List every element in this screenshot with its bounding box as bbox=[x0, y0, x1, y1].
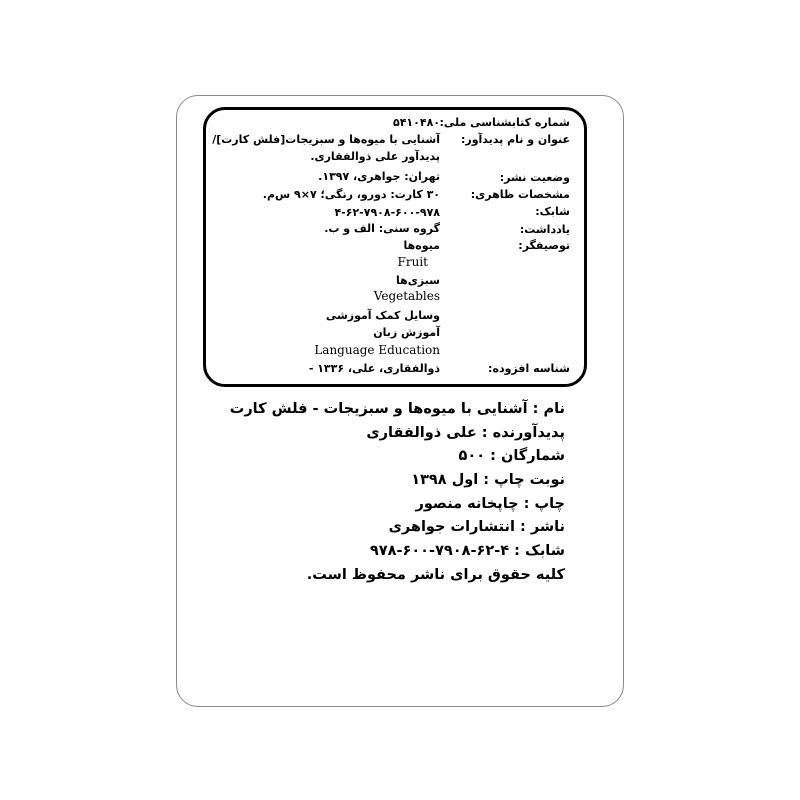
subject-item: سبزی‌ها bbox=[396, 274, 440, 287]
value-physical-desc: ۳۰ کارت: دورو، رنگی؛ ۷×۹ س‌م. bbox=[262, 188, 440, 201]
subject-item: Vegetables bbox=[373, 289, 440, 303]
value-isbn: ۴-۶۲-۷۹۰۸-۶۰۰-۹۷۸ bbox=[334, 206, 440, 219]
colophon-creator: پدیدآورنده : علی ذوالفقاری bbox=[366, 425, 565, 441]
subject-item: Language Education bbox=[314, 343, 440, 357]
subject-item: میوه‌ها bbox=[403, 239, 440, 252]
subject-item: Fruit bbox=[397, 255, 428, 269]
label-publication: وضعیت نشر: bbox=[499, 171, 570, 184]
colophon-edition: نوبت چاپ : اول ۱۳۹۸ bbox=[411, 472, 565, 488]
label-national-bibliography-no: شماره کتابشناسی ملی: bbox=[439, 116, 570, 129]
colophon-publisher: ناشر : انتشارات جواهری bbox=[388, 519, 565, 535]
colophon-rights: کلیه حقوق برای ناشر محفوظ است. bbox=[306, 567, 565, 583]
colophon-printer: چاپ : چاپخانه منصور bbox=[415, 496, 565, 512]
subject-item: وسایل کمک آموزشی bbox=[325, 309, 440, 322]
label-note: یادداشت: bbox=[519, 223, 570, 236]
colophon-print-run: شمارگان : ۵۰۰ bbox=[458, 448, 565, 464]
label-isbn: شابک: bbox=[535, 205, 570, 218]
value-added-entry: ذوالفقاری، علی، ۱۳۳۶ - bbox=[308, 362, 440, 375]
value-title-line2: پدیدآور علی ذوالفقاری. bbox=[310, 150, 440, 163]
value-publication: تهران: جواهری، ۱۳۹۷. bbox=[318, 170, 440, 183]
colophon-name: نام : آشنایی با میوه‌ها و سبزیجات - فلش کارت bbox=[229, 401, 565, 417]
label-title-author: عنوان و نام پدیدآور: bbox=[460, 133, 570, 146]
subject-item: آموزش زبان bbox=[373, 326, 440, 339]
value-note: گروه سنی: الف و ب. bbox=[324, 222, 440, 235]
label-physical-desc: مشخصات ظاهری: bbox=[470, 188, 570, 201]
label-subject: توصیفگر: bbox=[518, 239, 570, 252]
label-added-entry: شناسه افزوده: bbox=[488, 362, 570, 375]
value-national-bibliography-no: ۵۴۱۰۴۸۰ bbox=[393, 116, 440, 129]
value-title-line1: آشنایی با میوه‌ها و سبزیجات[فلش کارت]/ bbox=[212, 133, 440, 146]
colophon-isbn: شابک : ۴-۶۲-۷۹۰۸-۶۰۰-۹۷۸ bbox=[369, 543, 565, 559]
